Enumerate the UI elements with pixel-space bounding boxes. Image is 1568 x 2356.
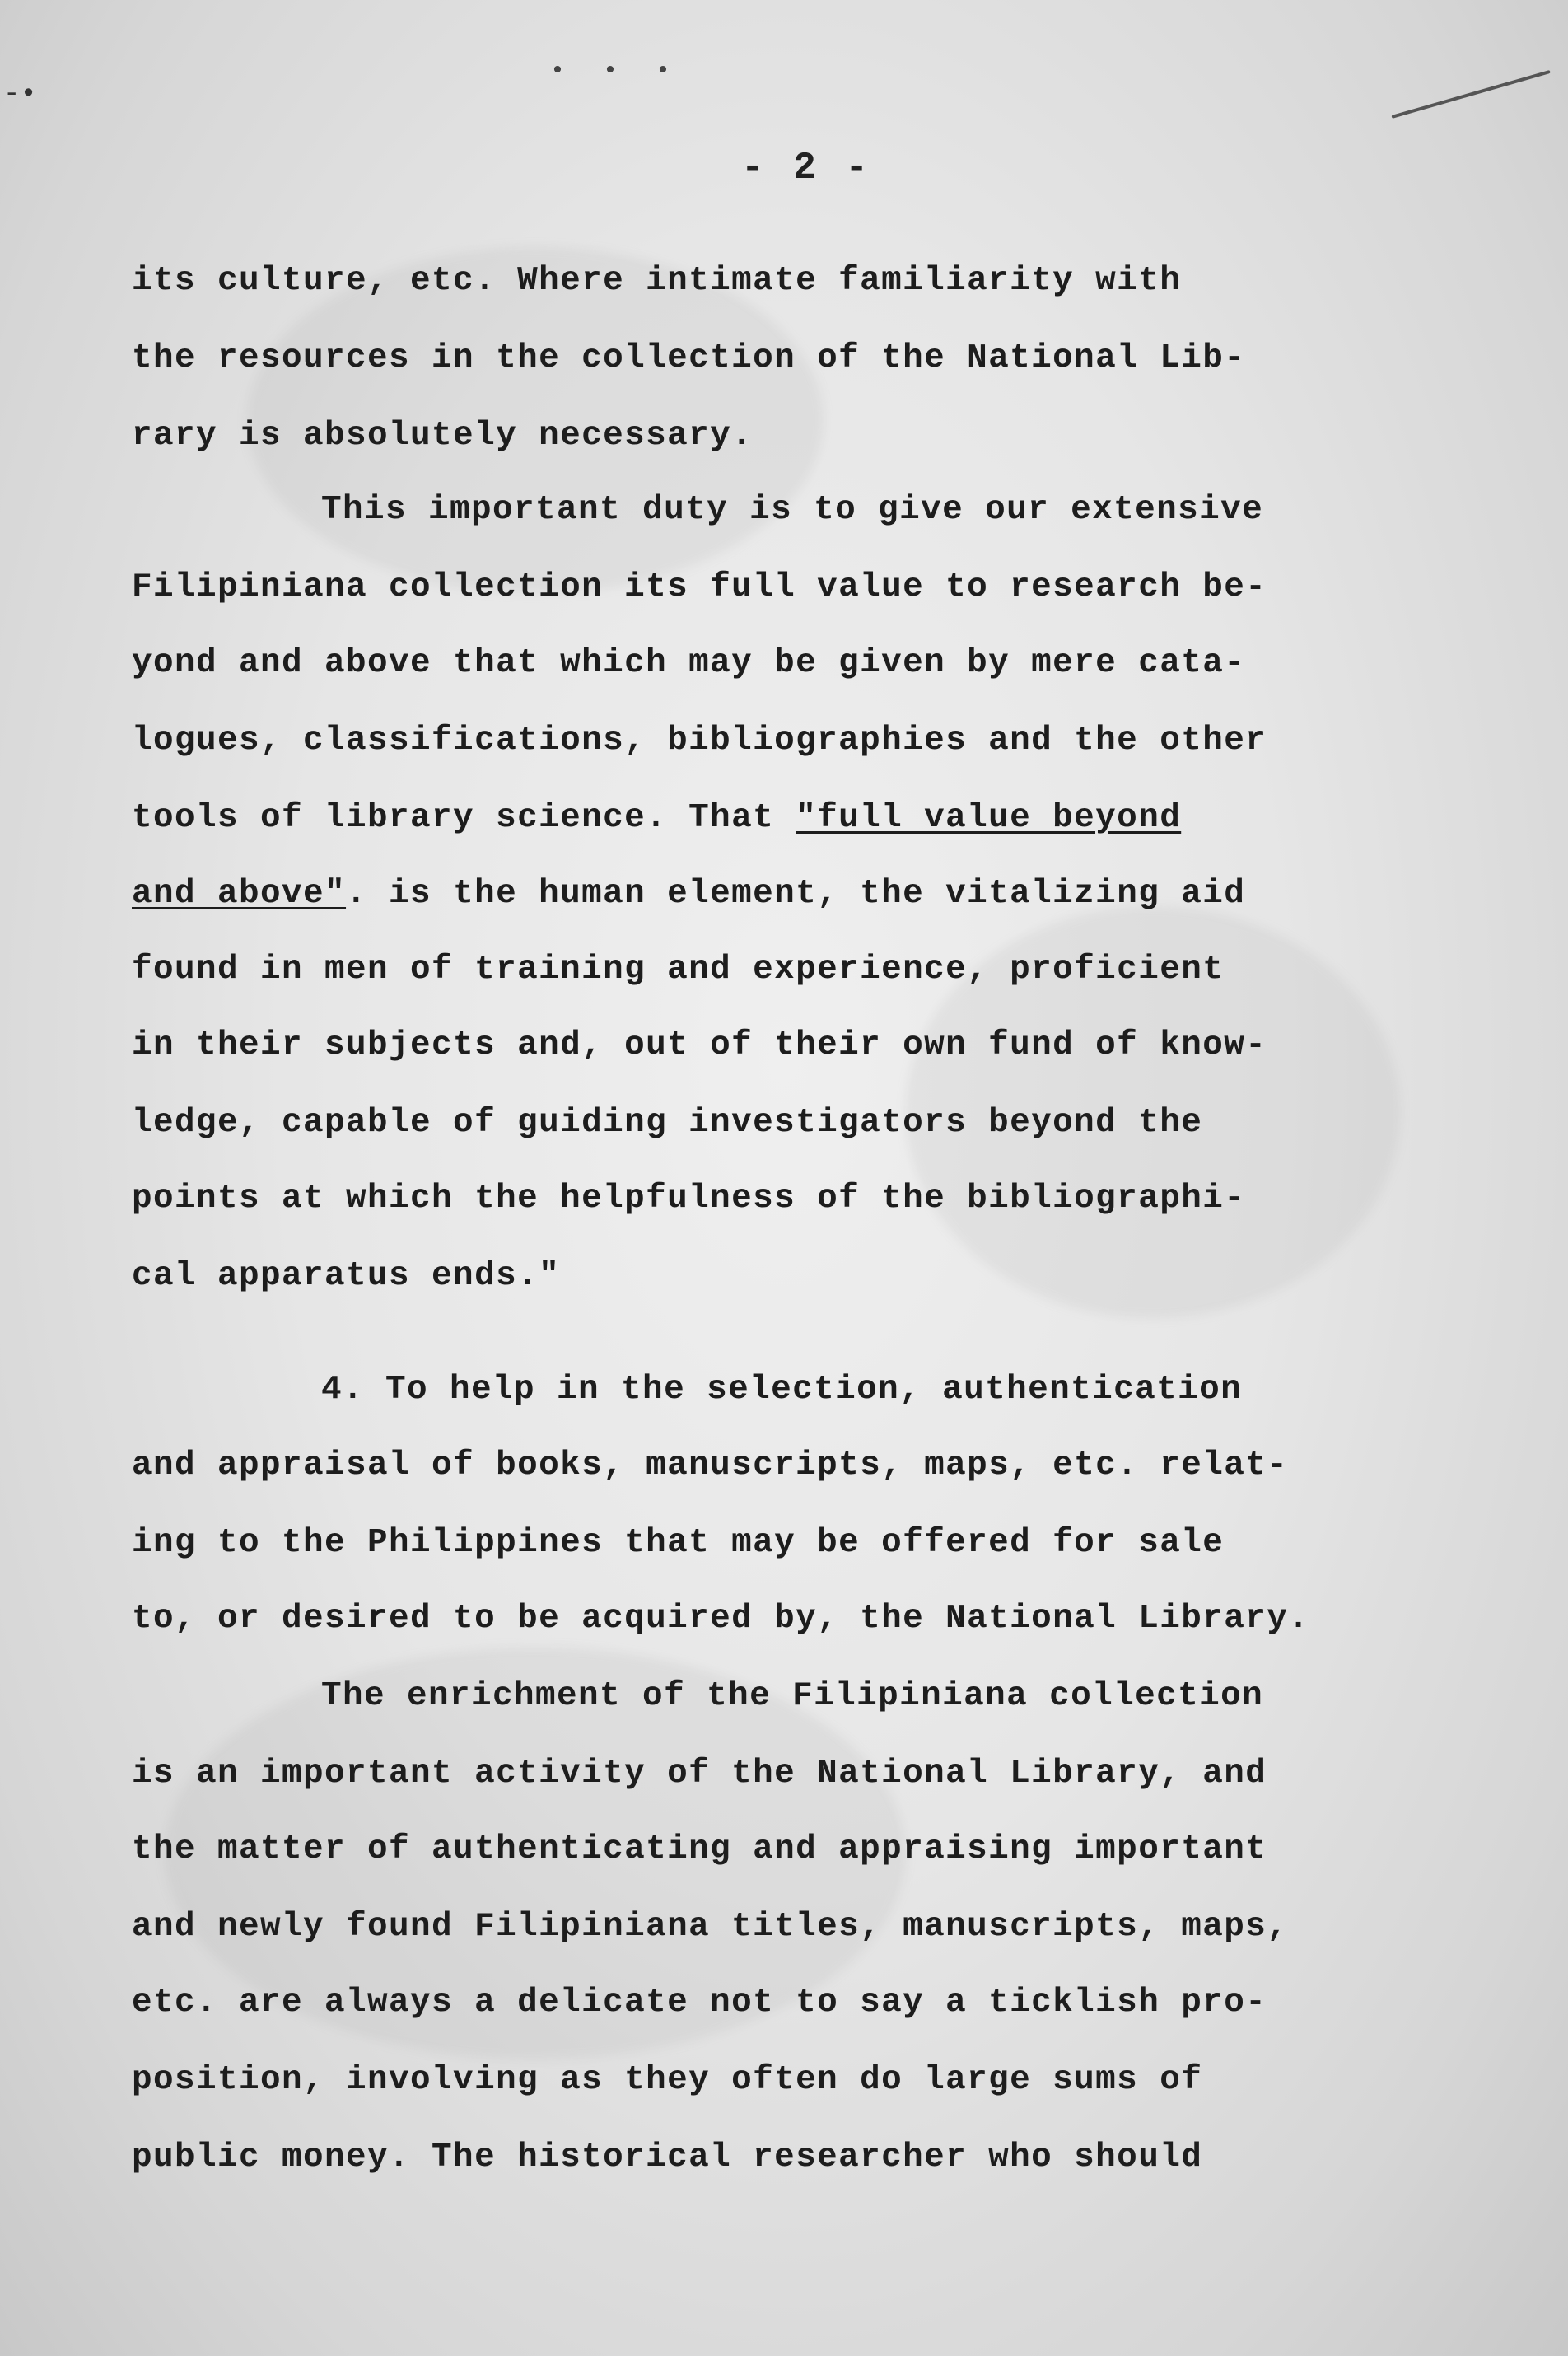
corner-mark: -• [3, 79, 37, 110]
text-line [132, 875, 1245, 913]
text-line [132, 799, 1181, 837]
text-line: and newly found Filipiniana titles, manuscripts, maps, [132, 1908, 1289, 1946]
text-line: yond and above that which may be given by mere cata- [132, 644, 1246, 682]
underlined-quote: and above" [132, 875, 347, 913]
text-line: in their subjects and, out of their own fund of know- [132, 1026, 1267, 1064]
top-dots: • • • [550, 58, 683, 86]
text-line: The enrichment of the Filipiniana collection [321, 1677, 1264, 1715]
text-line: the matter of authenticating and appraising important [132, 1830, 1267, 1868]
text-line: its culture, etc. Where intimate familiarity with [132, 262, 1182, 300]
text-line: and appraisal of books, manuscripts, maps, etc. relat- [132, 1447, 1289, 1484]
text-line: etc. are always a delicate not to say a ticklish pro- [132, 1984, 1267, 2022]
text-line: the resources in the collection of the National Lib- [132, 339, 1246, 377]
text-line: Filipiniana collection its full value to research be- [132, 568, 1267, 606]
text-line: found in men of training and experience, proficient [132, 951, 1225, 989]
text-line: to, or desired to be acquired by, the National Library. [132, 1600, 1310, 1638]
text-line: position, involving as they often do large sums of [132, 2061, 1203, 2099]
text-line: rary is absolutely necessary. [132, 417, 754, 455]
text-line: ledge, capable of guiding investigators beyond the [132, 1104, 1203, 1142]
text-line: is an important activity of the National Library, and [132, 1755, 1267, 1793]
text-line: logues, classifications, bibliographies and the other [132, 722, 1267, 760]
text-segment: tools of library science. That [132, 799, 796, 837]
text-line: ing to the Philippines that may be offered for sale [132, 1524, 1225, 1562]
text-segment: . is the human element, the vitalizing aid [346, 875, 1246, 913]
text-line: public money. The historical researcher who should [132, 2139, 1203, 2176]
pencil-stroke [1391, 70, 1550, 119]
text-line: cal apparatus ends." [132, 1257, 561, 1295]
text-line: This important duty is to give our extensive [321, 491, 1264, 529]
text-line: points at which the helpfulness of the bibliographi- [132, 1180, 1246, 1218]
page-number: - 2 - [741, 147, 872, 189]
underlined-quote: "full value beyond [796, 799, 1182, 837]
text-line: 4. To help in the selection, authentication [321, 1371, 1243, 1409]
